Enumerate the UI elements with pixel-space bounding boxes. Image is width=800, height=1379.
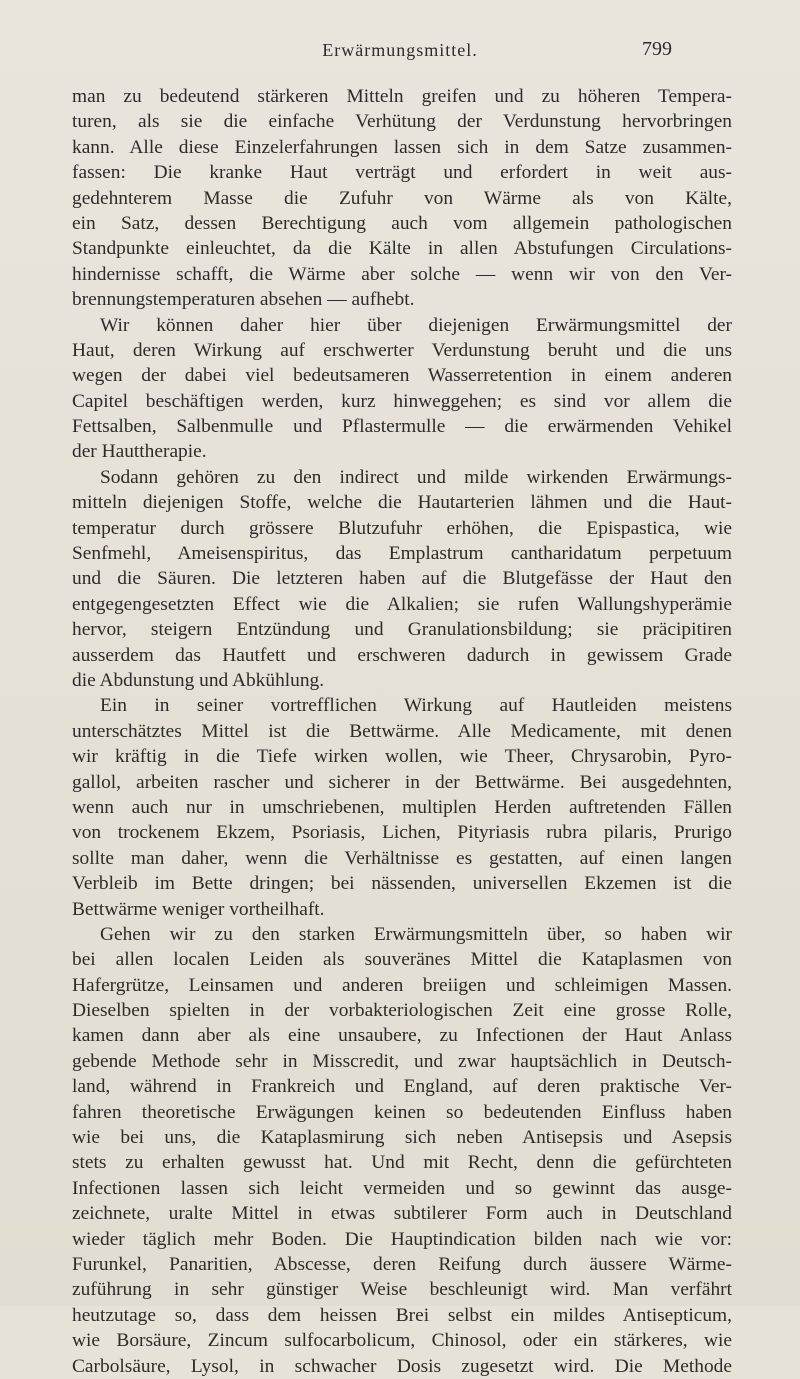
text-line: von trockenem Ekzem, Psoriasis, Lichen, Pityriasis rubra pilaris, Prurigo xyxy=(72,822,732,844)
text-line: Senfmehl, Ameisenspiritus, das Emplastrum cantharidatum perpetuum xyxy=(72,543,732,565)
text-line: heutzutage so, dass dem heissen Brei selbst ein mildes Antisepticum, xyxy=(72,1304,732,1326)
text-line: zeichnete, uralte Mittel in etwas subtilerer Form auch in Deutschland xyxy=(72,1203,732,1225)
text-line: bei allen localen Leiden als souveränes Mittel die Kataplasmen von xyxy=(72,949,732,971)
text-line: fahren theoretische Erwägungen keinen so bedeutenden Einfluss haben xyxy=(72,1101,732,1123)
text-line: Capitel beschäftigen werden, kurz hinweggehen; es sind vor allem die xyxy=(72,390,732,412)
text-line: Bettwärme weniger vortheilhaft. xyxy=(72,898,325,920)
text-line: gedehnterem Masse die Zufuhr von Wärme als von Kälte, xyxy=(72,187,732,209)
text-line: gallol, arbeiten rascher und sicherer in der Bettwärme. Bei ausgedehnten, xyxy=(72,771,732,793)
text-line: Standpunkte einleuchtet, da die Kälte in allen Abstufungen Circulations- xyxy=(72,238,732,260)
text-line: wegen der dabei viel bedeutsameren Wasserretention in einem anderen xyxy=(72,365,732,387)
text-line: Fettsalben, Salbenmulle und Pflastermulle — die erwärmenden Vehikel xyxy=(72,416,732,438)
text-line: temperatur durch grössere Blutzufuhr erhöhen, die Epispastica, wie xyxy=(72,517,732,539)
text-line: wie bei uns, die Kataplasmirung sich neben Antisepsis und Asepsis xyxy=(72,1127,732,1149)
text-line: sollte man daher, wenn die Verhältnisse es gestatten, auf einen langen xyxy=(72,847,732,869)
text-line: kann. Alle diese Einzelerfahrungen lassen sich in dem Satze zusammen- xyxy=(72,136,732,158)
text-line: hindernisse schafft, die Wärme aber solche — wenn wir von den Ver- xyxy=(72,263,732,285)
text-line: Furunkel, Panaritien, Abscesse, deren Reifung durch äussere Wärme- xyxy=(72,1253,732,1275)
body-text xyxy=(72,84,732,1379)
paragraph-first-line: Gehen wir zu den starken Erwärmungsmitteln über, so haben wir xyxy=(100,923,732,945)
paragraph-first-line: Sodann gehören zu den indirect und milde wirkenden Erwärmungs- xyxy=(100,466,732,488)
text-line: ausserdem das Hautfett und erschweren dadurch in gewissem Grade xyxy=(72,644,732,666)
text-line: hervor, steigern Entzündung und Granulationsbildung; sie präcipitiren xyxy=(72,619,732,641)
text-line: kamen dann aber als eine unsaubere, zu Infectionen der Haut Anlass xyxy=(72,1025,732,1047)
text-line: wir kräftig in die Tiefe wirken wollen, wie Theer, Chrysarobin, Pyro- xyxy=(72,746,732,768)
text-line: der Hauttherapie. xyxy=(72,441,207,463)
text-line: land, während in Frankreich und England, auf deren praktische Ver- xyxy=(72,1076,732,1098)
text-line: fassen: Die kranke Haut verträgt und erfordert in weit aus- xyxy=(72,162,732,184)
text-line: Dieselben spielten in der vorbakteriologischen Zeit eine grosse Rolle, xyxy=(72,1000,732,1022)
text-line: turen, als sie die einfache Verhütung der Verdunstung hervorbringen xyxy=(72,111,732,133)
text-line: Carbolsäure, Lysol, in schwacher Dosis zugesetzt wird. Die Methode xyxy=(72,1355,732,1377)
running-header xyxy=(0,36,800,66)
text-line: Infectionen lassen sich leicht vermeiden und so gewinnt das ausge- xyxy=(72,1177,732,1199)
text-line: entgegengesetzten Effect wie die Alkalien; sie rufen Wallungshyperämie xyxy=(72,593,732,615)
text-line: mitteln diejenigen Stoffe, welche die Hautarterien lähmen und die Haut- xyxy=(72,492,732,514)
text-line: wieder täglich mehr Boden. Die Hauptindication bilden nach wie vor: xyxy=(72,1228,732,1250)
text-line: Verbleib im Bette dringen; bei nässenden, universellen Ekzemen ist die xyxy=(72,873,732,895)
paragraph-first-line: Ein in seiner vortrefflichen Wirkung auf Hautleiden meistens xyxy=(100,695,732,717)
text-line: und die Säuren. Die letzteren haben auf die Blutgefässe der Haut den xyxy=(72,568,732,590)
text-line: Hafergrütze, Leinsamen und anderen breiigen und schleimigen Massen. xyxy=(72,974,732,996)
text-line: gebende Methode sehr in Misscredit, und zwar hauptsächlich in Deutsch- xyxy=(72,1050,732,1072)
running-title: Erwärmungsmittel. xyxy=(322,40,478,60)
text-line: die Abdunstung und Abkühlung. xyxy=(72,669,325,691)
text-line: wie Borsäure, Zincum sulfocarbolicum, Chinosol, oder ein stärkeres, wie xyxy=(72,1330,732,1352)
text-line: wenn auch nur in umschriebenen, multiplen Herden auftretenden Fällen xyxy=(72,796,732,818)
page-number: 799 xyxy=(642,38,672,60)
text-line: brennungstemperaturen absehen — aufhebt. xyxy=(72,289,415,311)
text-line: Haut, deren Wirkung auf erschwerter Verdunstung beruht und die uns xyxy=(72,339,732,361)
text-line: zuführung in sehr günstiger Weise beschleunigt wird. Man verfährt xyxy=(72,1279,732,1301)
paragraph-first-line: Wir können daher hier über diejenigen Erwärmungsmittel der xyxy=(100,314,732,336)
text-line: ein Satz, dessen Berechtigung auch vom allgemein pathologischen xyxy=(72,212,732,234)
text-line: man zu bedeutend stärkeren Mitteln greifen und zu höheren Tempera- xyxy=(72,86,732,107)
text-line: stets zu erhalten gewusst hat. Und mit Recht, denn die gefürchteten xyxy=(72,1152,732,1174)
text-line: unterschätztes Mittel ist die Bettwärme. Alle Medicamente, mit denen xyxy=(72,720,732,742)
